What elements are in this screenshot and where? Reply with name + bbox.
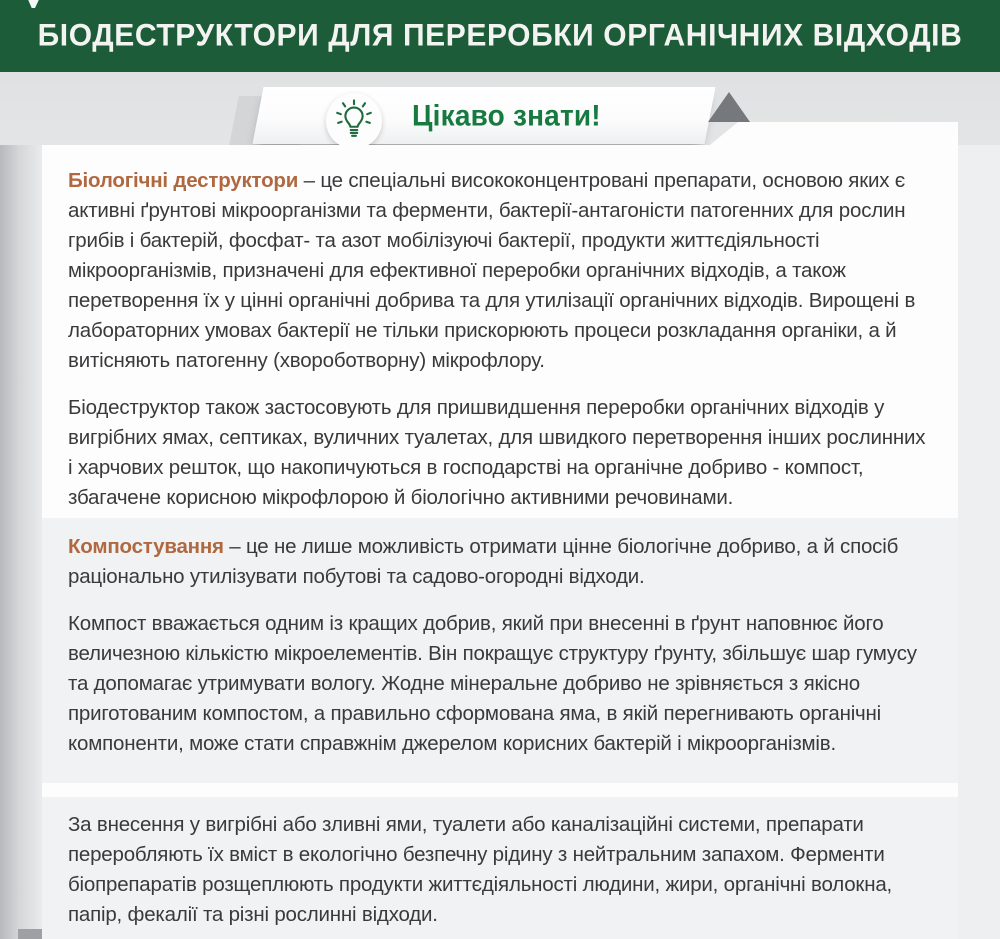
content-card	[42, 145, 958, 939]
banner-label: Цікаво знати!	[412, 98, 601, 132]
page-header	[0, 0, 1000, 72]
paragraph-cesspool-processing	[68, 810, 932, 930]
bottom-left-corner-detail	[18, 929, 44, 939]
page-title: БІОДЕСТРУКТОРИ ДЛЯ ПЕРЕРОБКИ ОРГАНІЧНИХ ВІДХОДІВ	[37, 18, 963, 53]
section-composting	[42, 518, 958, 783]
card-top-step	[710, 122, 958, 145]
section-biodestructors	[42, 145, 958, 518]
top-notch-decoration	[26, 0, 41, 8]
up-triangle-icon	[708, 92, 750, 122]
paragraph-composting-definition	[68, 532, 932, 592]
interesting-banner	[252, 87, 715, 144]
section-cesspool-use	[42, 797, 958, 939]
lead-term-biodestructors: Біологічні деструктори	[68, 169, 299, 192]
left-page-margin	[0, 145, 42, 939]
lead-term-composting: Компостування	[68, 535, 224, 558]
paragraph-text: Компост вважається одним із кращих добрив, який при внесенні в ґрунт наповнює його величезною кількістю мікроелементів. Він покращує структуру ґрунту, збільшує шар гумусу та допомагає утримувати вологу. Жодне мінеральне добриво не зрівняється з якісно приготованим компостом, а правильно сформована яма, в якій перегнивають органічні компоненти, може стати справжнім джерелом корисних бактерій і мікроорганізмів.	[68, 612, 917, 755]
paragraph-text: – це не лише можливість отримати цінне біологічне добриво, а й спосіб раціонально утилізувати побутові та садово-огородні відходи.	[68, 535, 899, 588]
paragraph-biodestructors-definition	[68, 166, 932, 376]
section-divider	[42, 783, 958, 797]
interesting-banner-content	[258, 87, 710, 144]
paragraph-biodestructor-usage	[68, 393, 932, 513]
paragraph-text: Біодеструктор також застосовують для пришвидшення переробки органічних відходів у вигрібних ямах, септиках, вуличних туалетах, для швидкого перетворення інших рослинних і харчових решток, що накопичуються в господарстві на органічне добриво - компост, збагачене корисною мікрофлорою й біологічно активними речовинами.	[68, 396, 926, 509]
banner-zone	[0, 72, 1000, 145]
paragraph-text: За внесення у вигрібні або зливні ями, туалети або каналізаційні системи, препарати переробляють їх вміст в екологічно безпечну рідину з нейтральним запахом. Ферменти біопрепаратів розщеплюють продукти життєдіяльності людини, жири, органічні волокна, папір, фекалії та різні рослинні відходи.	[68, 813, 893, 926]
paragraph-compost-benefits	[68, 609, 932, 759]
paragraph-text: – це спеціальні висококонцентровані препарати, основою яких є активні ґрунтові мікроорганізми та ферменти, бактерії-антагоністи патогенних для рослин грибів і бактерій, фосфат- та азот мобілізуючі бактерії, продукти життєдіяльності мікроорганізмів, призначені для ефективної переробки органічних відходів, а також перетворення їх у цінні органічні добрива та для утилізації органічних відходів. Вирощені в лабораторних умовах бактерії не тільки прискорюють процеси розкладання органіки, а й витісняють патогенну (хвороботворну) мікрофлору.	[68, 169, 916, 372]
lightbulb-icon	[326, 93, 382, 149]
